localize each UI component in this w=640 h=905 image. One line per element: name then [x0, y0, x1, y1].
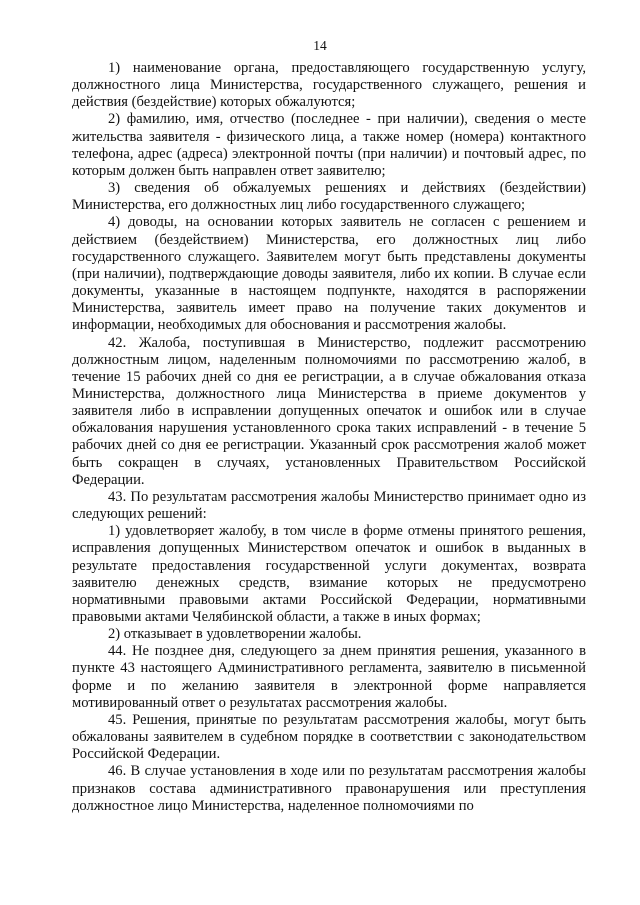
document-body: [72, 60, 586, 815]
paragraph-item-1-name-of-body: 1) наименование органа, предоставляющего государственную услугу, должностного лица Министерства, государственного служащего, решения и действия (бездействие) которых обжалуются;: [72, 60, 586, 111]
paragraph-clause-44: 44. Не позднее дня, следующего за днем принятия решения, указанного в пункте 43 настоящего Административного регламента, заявителю в письменной форме и по желанию заявителя в электронной форме направляется мотивированный ответ о результатах рассмотрения жалобы.: [72, 643, 586, 711]
paragraph-clause-42: 42. Жалоба, поступившая в Министерство, подлежит рассмотрению должностным лицом, наделенным полномочиями по рассмотрению жалоб, в течение 15 рабочих дней со дня ее регистрации, а в случае обжалования отказа Министерства, должностного лица Министерства в приеме документов у заявителя либо в исправлении допущенных опечаток и ошибок или в случае обжалования нарушения установленного срока таких исправлений - в течение 5 рабочих дней со дня ее регистрации. Указанный срок рассмотрения жалоб может быть сокращен в случаях, установленных Правительством Российской Федерации.: [72, 334, 586, 488]
paragraph-item-2-applicant-details: 2) фамилию, имя, отчество (последнее - при наличии), сведения о месте жительства заявителя - физического лица, а также номер (номера) контактного телефона, адрес (адреса) электронной почты (при наличии) и почтовый адрес, по которым должен быть направлен ответ заявителю;: [72, 111, 586, 179]
paragraph-clause-46: 46. В случае установления в ходе или по результатам рассмотрения жалобы признаков состава административного правонарушения или преступления должностное лицо Министерства, наделенное полномочиями по: [72, 763, 586, 814]
paragraph-clause-45: 45. Решения, принятые по результатам рассмотрения жалобы, могут быть обжалованы заявителем в судебном порядке в соответствии с законодательством Российской Федерации.: [72, 711, 586, 763]
paragraph-item-3-appealed-decisions: 3) сведения об обжалуемых решениях и действиях (бездействии) Министерства, его должностных лиц либо государственного служащего;: [72, 180, 586, 214]
paragraph-clause-43: 43. По результатам рассмотрения жалобы Министерство принимает одно из следующих решений:: [72, 488, 586, 523]
paragraph-item-4-arguments: 4) доводы, на основании которых заявитель не согласен с решением и действием (бездействием) Министерства, его должностных лиц либо государственного служащего. Заявителем могут быть представлены документы (при наличии), подтверждающие доводы заявителя, либо их копии. В случае если документы, указанные в настоящем подпункте, находятся в распоряжении Министерства, заявитель имеет право на получение таких документов и информации, необходимых для обоснования и рассмотрения жалобы.: [72, 214, 586, 334]
paragraph-clause-43-item-2: 2) отказывает в удовлетворении жалобы.: [108, 626, 362, 643]
page-number: 14: [313, 38, 327, 53]
paragraph-clause-43-item-1: 1) удовлетворяет жалобу, в том числе в форме отмены принятого решения, исправления допущенных Министерством опечаток и ошибок в выданных в результате предоставления государственной услуги документах, возврата заявителю денежных средств, взимание которых не предусмотрено нормативными правовыми актами Российской Федерации, нормативными правовыми актами Челябинской области, а также в иных формах;: [72, 523, 586, 625]
